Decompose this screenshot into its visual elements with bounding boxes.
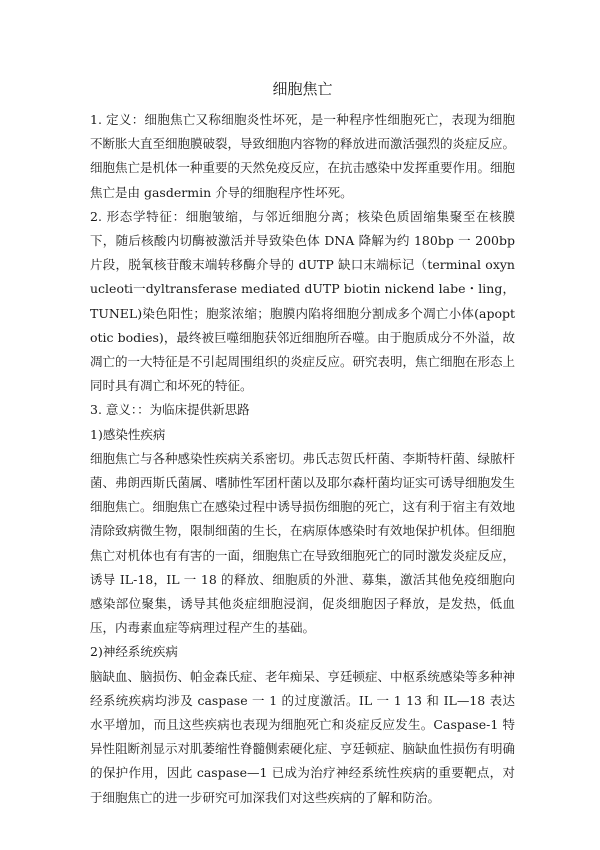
significance-heading: 3. 意义：：为临床提供新思路 bbox=[90, 402, 250, 418]
morphology-paragraph: 2. 形态学特征：细胞皱缩，与邻近细胞分离；核染色质固缩集聚至在核膜下，随后核酸内切酶被激活并导致染色体 DNA 降解为约 180bp 一 200bp 片段，脱氧核苷酸末端转移酶介导的 dUTP 缺口末端标记（terminal oxynucleoti一dyltransferase mediated dUTP biotin nickend labe・ling，TUNEL)染色阳性；胞浆浓缩；胞膜内陷将细胞分割成多个凋亡小体(apoptotic bodies)，最终被巨噬细胞获邻近细胞所吞噬。由于胞质成分不外溢，故凋亡的一大特征是不引起周围组织的炎症反应。研究表明，焦亡细胞在形态上同时具有凋亡和坏死的特征。 bbox=[90, 208, 516, 394]
infectious-disease-heading: 1)感染性疾病 bbox=[90, 426, 166, 442]
nervous-system-heading: 2)神经系统疾病 bbox=[90, 644, 178, 660]
nervous-system-paragraph: 脑缺血、脑损伤、帕金森氏症、老年痴呆、亨廷顿症、中枢系统感染等多种神经系统疾病均涉及 caspase 一 1 的过度激活。IL 一 1 13 和 IL—18 表达水平增加，而且这些疾病也表现为细胞死亡和炎症反应发生。Caspase-1 特异性阻断剂显示对肌萎缩性脊髓侧索硬化症、亨廷顿症、脑缺血性损伤有明确的保护作用，因此 caspase—1 已成为治疗神经系统性疾病的重要靶点，对于细胞焦亡的进一步研究可加深我们对这些疾病的了解和防治。 bbox=[90, 668, 516, 805]
document-title: 细胞焦亡 bbox=[272, 80, 333, 98]
definition-paragraph: 1. 定义：细胞焦亡又称细胞炎性坏死，是一种程序性细胞死亡，表现为细胞不断胀大直至细胞膜破裂，导致细胞内容物的释放进而激活强烈的炎症反应。细胞焦亡是机体一种重要的天然免疫反应，在抗击感染中发挥重要作用。细胞焦亡是由 gasdermin 介导的细胞程序性坏死。 bbox=[90, 112, 516, 200]
infectious-disease-paragraph: 细胞焦亡与各种感染性疾病关系密切。弗氏志贺氏杆菌、李斯特杆菌、绿脓杆菌、弗朗西斯氏菌属、嗜肺性军团杆菌以及耶尔森杆菌均证实可诱导细胞发生细胞焦亡。细胞焦亡在感染过程中诱导损伤细胞的死亡，这有利于宿主有效地清除致病微生物，限制细菌的生长，在病原体感染时有效地保护机体。但细胞焦亡对机体也有有害的一面，细胞焦亡在导致细胞死亡的同时激发炎症反应，诱导 IL-18，IL 一 18 的释放、细胞质的外泄、募集，激活其他免疫细胞向感染部位聚集，诱导其他炎症细胞浸润，促炎细胞因子释放，是发热，低血压，内毒素血症等病理过程产生的基础。 bbox=[90, 450, 516, 636]
